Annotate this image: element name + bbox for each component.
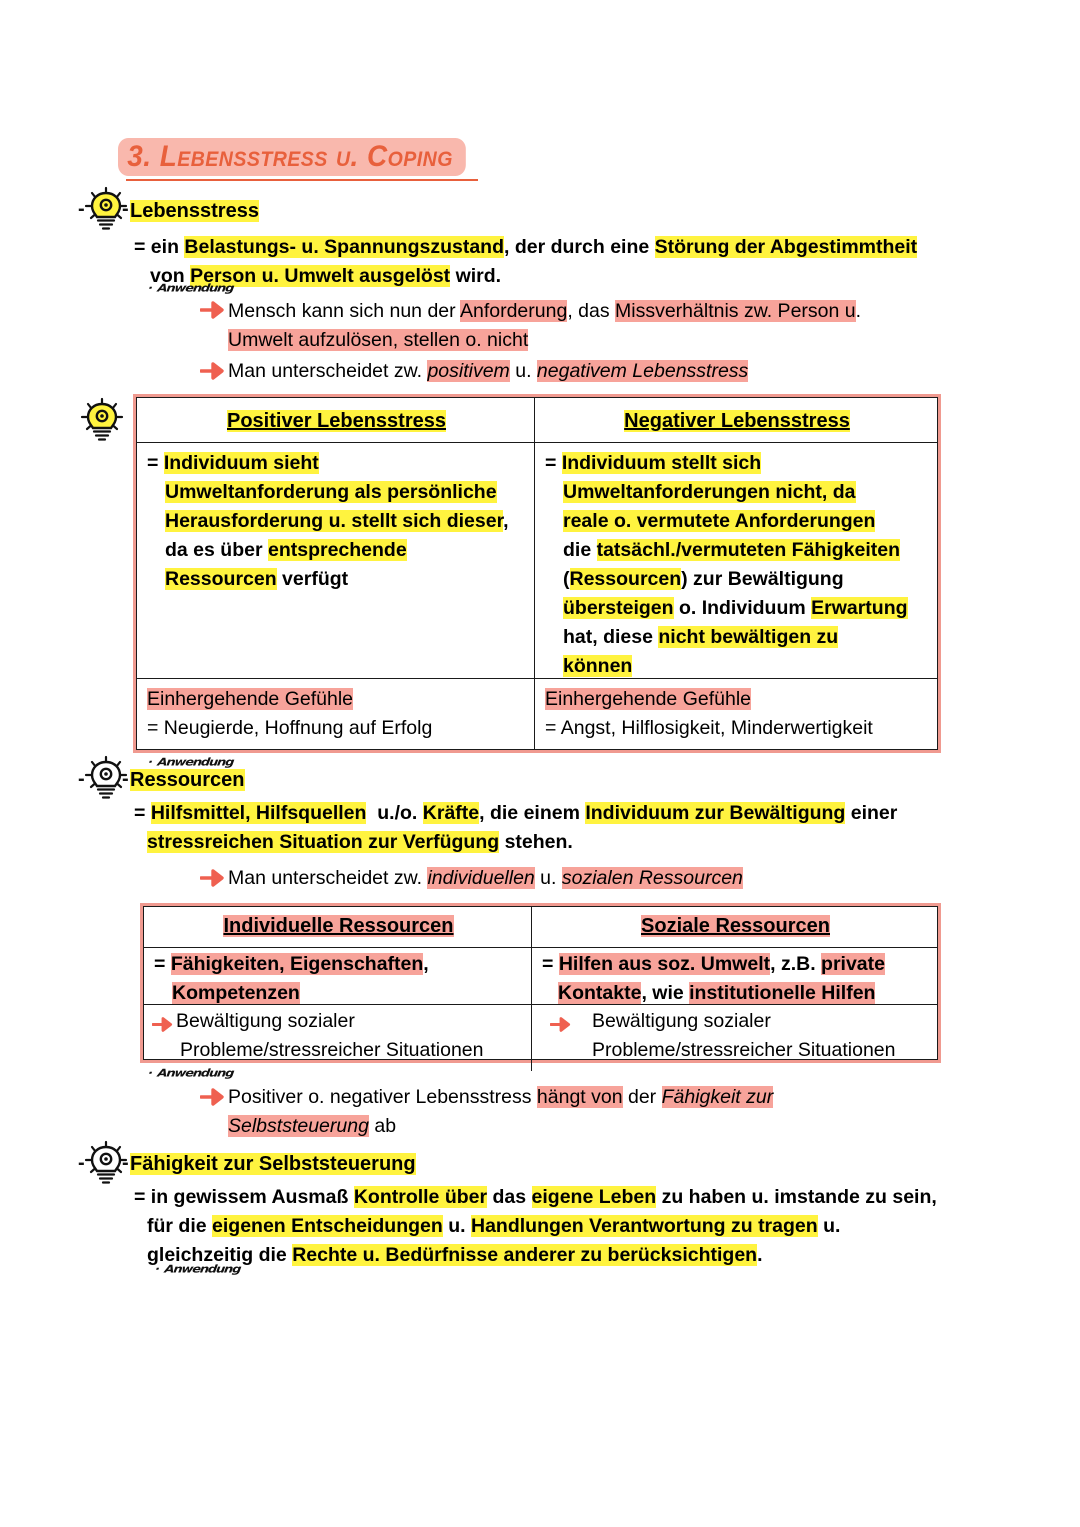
table-cell-negativer-body: = Individuum stellt sich Umweltanforderungen nicht, da reale o. vermutete Anforderungen die tatsächl./vermuteten Fähigkeiten (Ressourcen) zur Bewältigung übersteigen o. Individuum Erwartung hat, diese nicht bewältigen zu können [545, 452, 908, 677]
arrow-icon [550, 1013, 572, 1042]
definition-selbststeuerung-line1: = in gewissem Ausmaß Kontrolle über das eigene Leben zu haben u. imstande zu sein, [134, 1186, 937, 1208]
bullet-ressourcen-1: Man unterscheidet zw. individuellen u. sozialen Ressourcen [228, 867, 743, 889]
table-header-positiver: Positiver Lebensstress [137, 398, 535, 442]
table-cell-negativer-gefuehle: Einhergehende Gefühle = Angst, Hilflosigkeit, Minderwertigkeit [545, 688, 873, 739]
arrow-icon [200, 361, 226, 381]
handwritten-anwendung-4: · Anwendung [154, 1263, 241, 1275]
table-cell-positiver-body: = Individuum sieht Umweltanforderung als persönliche Herausforderung u. stellt sich dieser, da es über entsprechende Ressourcen verfügt [137, 443, 535, 678]
table-row [144, 948, 937, 1005]
bullet-lebensstress-1-line1: Mensch kann sich nun der Anforderung, das Missverhältnis zw. Person u. [228, 300, 862, 322]
handwritten-anwendung-3: · Anwendung [147, 1067, 234, 1079]
table-row [137, 679, 937, 749]
table-lebensstress [133, 394, 941, 753]
definition-selbststeuerung-line3: gleichzeitig die Rechte u. Bedürfnisse anderer zu berücksichtigen. [147, 1244, 763, 1266]
term-faehigkeit-selbststeuerung: Fähigkeit zur Selbststeuerung [130, 1153, 416, 1175]
table-cell-soziale-outcome: Bewältigung sozialer Probleme/stressreicher Situationen [532, 1005, 937, 1071]
table-header-soziale: Soziale Ressourcen [641, 915, 830, 937]
title-underline [126, 179, 478, 181]
definition-lebensstress-line2: von Person u. Umwelt ausgelöst wird. [150, 265, 502, 287]
bullet-lebensstress-2: Man unterscheidet zw. positivem u. negativem Lebensstress [228, 360, 749, 382]
table-header-negativer: Negativer Lebensstress [624, 410, 850, 432]
bullet-lebensstress-1-line2: Umwelt aufzulösen, stellen o. nicht [228, 329, 529, 351]
table-cell-individuelle-outcome: Bewältigung sozialer Probleme/stressreicher Situationen [144, 1005, 532, 1071]
table-header-individuelle: Individuelle Ressourcen [144, 907, 532, 947]
table-cell-individuelle-def: = Fähigkeiten, Eigenschaften, Kompetenzen [144, 948, 532, 1004]
table-ressourcen [140, 903, 941, 1063]
lightbulb-icon [80, 397, 124, 447]
table-row [144, 1005, 937, 1071]
table-row [137, 398, 937, 443]
table-row [144, 907, 937, 948]
arrow-icon [152, 1013, 174, 1042]
term-lebensstress: Lebensstress [130, 200, 259, 222]
definition-ressourcen-line1: = Hilfsmittel, Hilfsquellen u./o. Kräfte, die einem Individuum zur Bewältigung einer [134, 802, 898, 824]
table-cell-positiver-gefuehle: Einhergehende Gefühle = Neugierde, Hoffnung auf Erfolg [137, 679, 535, 749]
bullet-dash-right: - [122, 768, 129, 790]
bullet-dash-right: - [122, 1152, 129, 1174]
page-title-text: 3. Lebensstress u. Coping [118, 138, 466, 176]
definition-ressourcen-line2: stressreichen Situation zur Verfügung stehen. [147, 831, 573, 853]
arrow-icon [200, 1087, 226, 1107]
bullet-dash-left: - [78, 768, 85, 790]
table-row [137, 443, 937, 679]
table-cell-soziale-def: = Hilfen aus soz. Umwelt, z.B. private Kontakte, wie institutionelle Hilfen [542, 953, 885, 1004]
definition-selbststeuerung-line2: für die eigenen Entscheidungen u. Handlungen Verantwortung zu tragen u. [147, 1215, 841, 1237]
handwritten-anwendung-2: · Anwendung [147, 756, 234, 768]
arrow-icon [200, 300, 226, 320]
term-ressourcen: Ressourcen [130, 769, 245, 791]
bullet-dash-left: - [78, 1152, 85, 1174]
bullet-selbststeuerung-line2: Selbststeuerung ab [228, 1115, 397, 1137]
arrow-icon [200, 868, 226, 888]
handwritten-anwendung-1: · Anwendung [147, 282, 234, 294]
bullet-dash-left: - [78, 198, 85, 220]
definition-lebensstress-line1: = ein Belastungs- u. Spannungszustand, der durch eine Störung der Abgestimmtheit [134, 236, 918, 258]
page-title [118, 138, 492, 176]
bullet-dash-right: - [122, 198, 129, 220]
bullet-selbststeuerung-line1: Positiver o. negativer Lebensstress hängt von der Fähigkeit zur [228, 1086, 774, 1108]
